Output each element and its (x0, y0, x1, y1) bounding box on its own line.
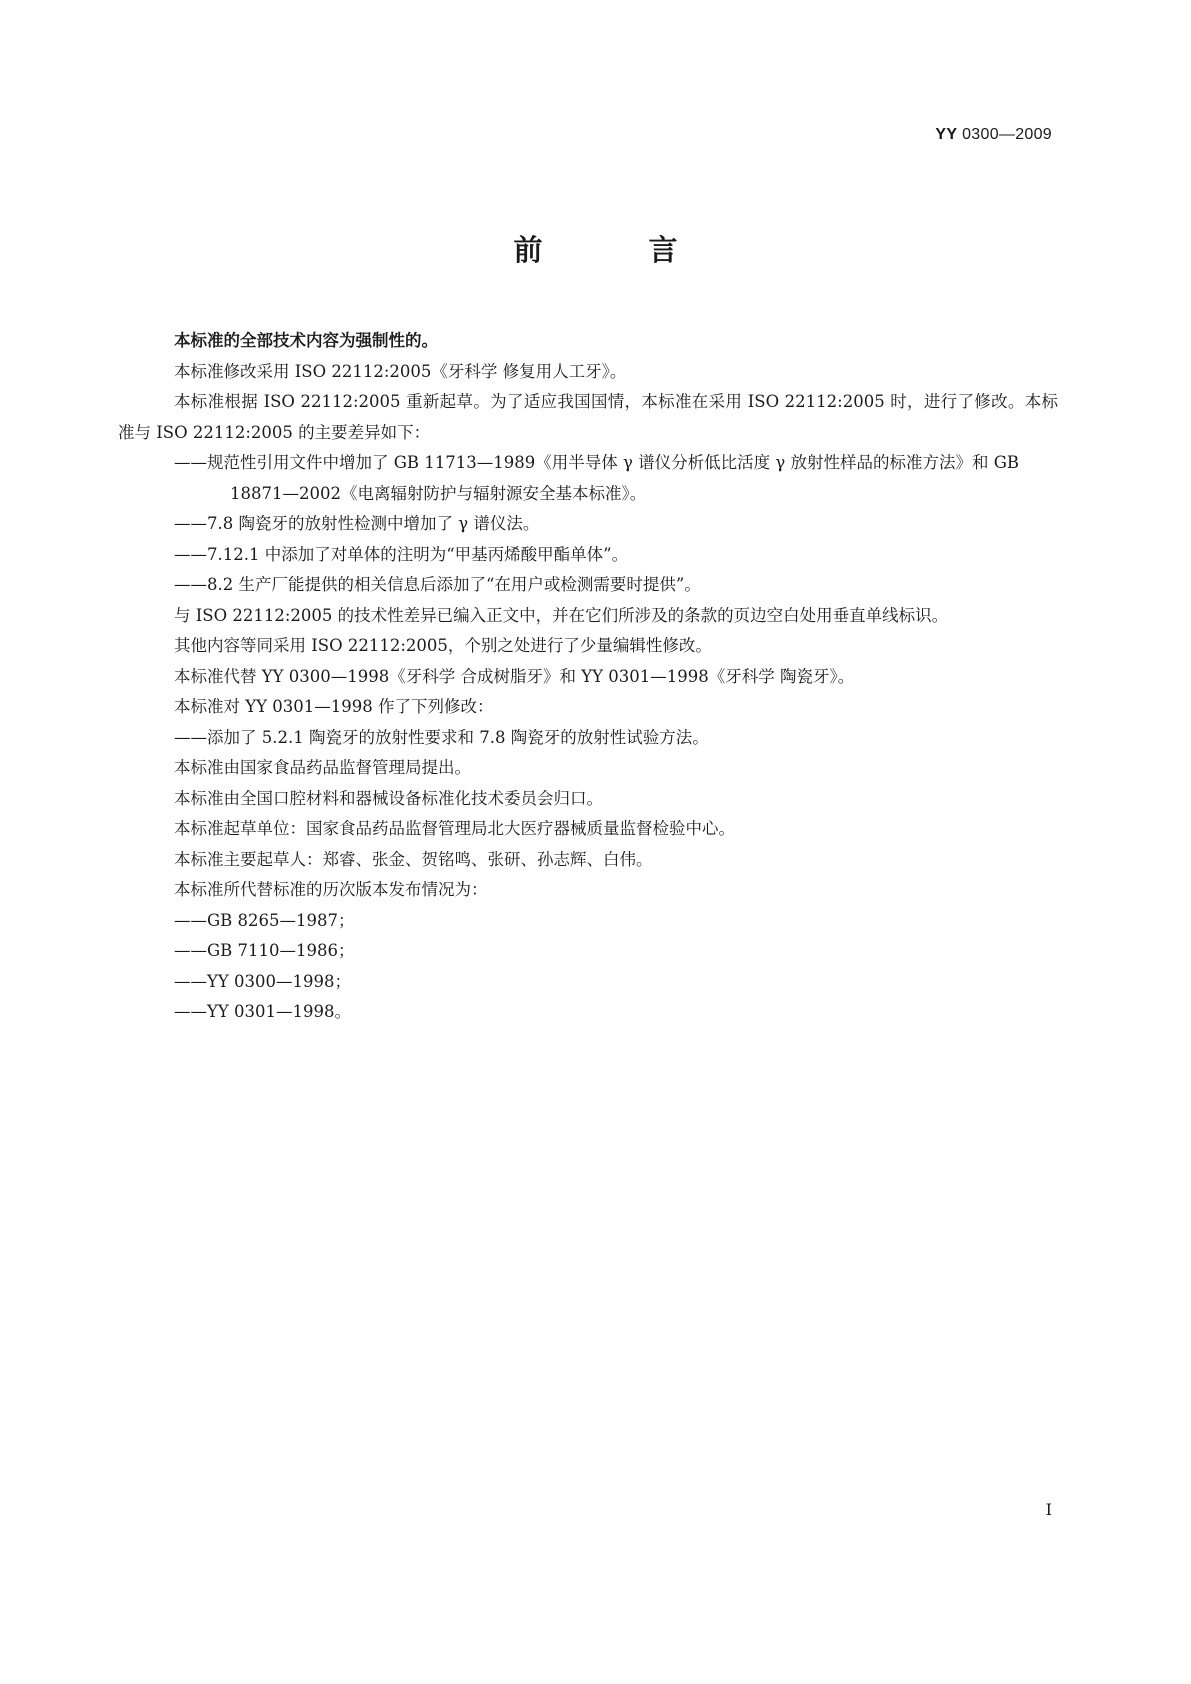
paragraph-identical-adoption: 其他内容等同采用 ISO 22112:2005，个别之处进行了少量编辑性修改。 (174, 636, 712, 655)
list-item-previous-edition: ——GB 7110—1986； (174, 941, 355, 960)
paragraph-centralized-by: 本标准由全国口腔材料和器械设备标准化技术委员会归口。 (174, 788, 603, 808)
paragraph-redrafting: 本标准根据 ISO 22112:2005 重新起草。为了适应我国国情，本标准在采用 ISO 22112:2005 时，进行了修改。本标准与 ISO 22112:2005 的主要差异如下： (118, 392, 1058, 442)
paragraph-proposed-by: 本标准由国家食品药品监督管理局提出。 (174, 758, 471, 777)
list-item-difference: ——8.2 生产厂能提供的相关信息后添加了“在用户或检测需要时提供”。 (174, 575, 701, 594)
foreword-body (118, 326, 1058, 1028)
paragraph-drafters: 本标准主要起草人：郑睿、张金、贺铭鸣、张研、孙志辉、白伟。 (174, 849, 653, 869)
page-title: 前 言 (513, 233, 726, 267)
standard-code-prefix: YY (935, 126, 958, 143)
list-item-previous-edition: ——YY 0301—1998。 (174, 1002, 352, 1021)
standard-code-number: 0300—2009 (962, 126, 1052, 143)
paragraph-adoption: 本标准修改采用 ISO 22112:2005《牙科学 修复用人工牙》。 (174, 361, 627, 381)
list-item-difference: ——7.12.1 中添加了对单体的注明为“甲基丙烯酸甲酯单体”。 (174, 544, 629, 564)
paragraph-drafting-units: 本标准起草单位：国家食品药品监督管理局北大医疗器械质量监督检验中心。 (174, 819, 735, 838)
paragraph-modifications: 本标准对 YY 0301—1998 作了下列修改： (174, 697, 494, 716)
list-item-modification: ——添加了 5.2.1 陶瓷牙的放射性要求和 7.8 陶瓷牙的放射性试验方法。 (174, 727, 709, 747)
standard-code (935, 126, 1052, 144)
paragraph-technical-differences: 与 ISO 22112:2005 的技术性差异已编入正文中，并在它们所涉及的条款的页边空白处用垂直单线标识。 (174, 605, 949, 625)
list-item-previous-edition: ——YY 0300—1998； (174, 971, 352, 991)
list-item-difference: ——规范性引用文件中增加了 GB 11713—1989《用半导体 γ 谱仪分析低比活度 γ 放射性样品的标准方法》和 GB 18871—2002《电离辐射防护与辐射源安全基本标准》。 (174, 453, 1020, 503)
list-item-difference: ——7.8 陶瓷牙的放射性检测中增加了 γ 谱仪法。 (174, 514, 540, 533)
mandatory-statement: 本标准的全部技术内容为强制性的。 (174, 331, 438, 350)
paragraph-previous-editions: 本标准所代替标准的历次版本发布情况为： (174, 880, 488, 899)
page-number: I (1045, 1500, 1052, 1519)
list-item-previous-edition: ——GB 8265—1987； (174, 910, 355, 930)
paragraph-replaces: 本标准代替 YY 0300—1998《牙科学 合成树脂牙》和 YY 0301—1998《牙科学 陶瓷牙》。 (174, 666, 855, 686)
